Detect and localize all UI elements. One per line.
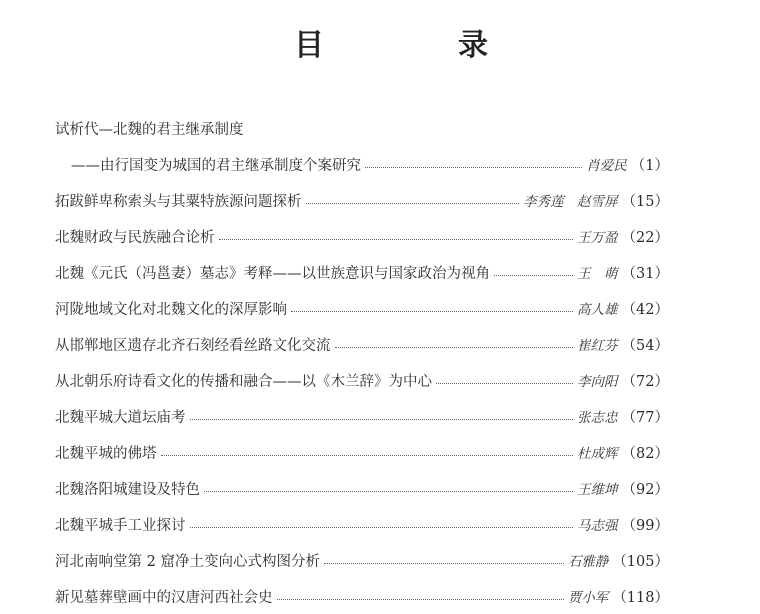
dot-leader	[291, 297, 573, 312]
toc-entry-12	[55, 542, 669, 578]
toc-entry-author: 石雅静	[567, 554, 609, 570]
toc-entry-title: 从邯郸地区遗存北齐石刻经看丝路文化交流	[55, 337, 331, 354]
toc-entry-author: 张志忠	[577, 410, 618, 426]
toc-entry-author: 崔红芬	[577, 338, 618, 354]
dot-leader	[190, 405, 574, 420]
toc-entry-3	[55, 218, 669, 254]
toc-entry-title: 北魏平城手工业探讨	[55, 517, 186, 534]
toc-entry-page: （31）	[621, 265, 669, 282]
toc-entry-author: 李向阳	[577, 374, 618, 390]
dot-leader	[324, 549, 564, 564]
toc-entry-page: （77）	[621, 409, 669, 426]
toc-entry-title: 试析代—北魏的君主继承制度	[55, 121, 244, 138]
dot-leader	[436, 369, 573, 384]
toc-entry-title: 河陇地域文化对北魏文化的深厚影响	[55, 301, 287, 318]
dot-leader	[365, 153, 582, 168]
toc-entry-2	[55, 182, 669, 218]
dot-leader	[161, 441, 574, 456]
toc-entry-13	[55, 578, 669, 614]
dot-leader	[219, 225, 574, 240]
toc-entry-page: （118）	[612, 589, 669, 606]
toc-entry-page: （99）	[621, 517, 669, 534]
dot-leader	[306, 189, 520, 204]
toc-entry-1-subtitle	[55, 146, 669, 182]
toc-entry-title: 北魏财政与民族融合论析	[55, 229, 215, 246]
toc-entry-page: （72）	[621, 373, 669, 390]
toc-entry-title: 北魏平城的佛塔	[55, 445, 157, 462]
toc-entry-title: 拓跋鲜卑称索头与其粟特族源问题探析	[55, 193, 302, 210]
toc-entry-page: （54）	[621, 337, 669, 354]
dot-leader	[204, 477, 573, 492]
toc-entry-title: 北魏《元氏（冯邕妻）墓志》考释——以世族意识与国家政治为视角	[55, 265, 490, 282]
toc-entry-author: 李秀莲 赵雪屏	[523, 194, 618, 210]
toc-entry-author: 王 萌	[577, 266, 618, 282]
toc-entry-5	[55, 290, 669, 326]
toc-entry-title: 从北朝乐府诗看文化的传播和融合——以《木兰辞》为中心	[55, 373, 432, 390]
toc-entry-page: （92）	[621, 481, 669, 498]
toc-entry-title: 北魏洛阳城建设及特色	[55, 481, 200, 498]
toc-entry-9	[55, 434, 669, 470]
toc-entry-10	[55, 470, 669, 506]
toc-entry-title: ——由行国变为城国的君主继承制度个案研究	[71, 157, 361, 174]
toc-entry-page: （15）	[621, 193, 669, 210]
dot-leader	[335, 333, 574, 348]
toc-entry-1	[55, 110, 669, 146]
toc-entry-author: 马志强	[577, 518, 618, 534]
toc-entry-7	[55, 362, 669, 398]
toc-entry-author: 杜成辉	[577, 446, 618, 462]
toc-entry-page: （42）	[621, 301, 669, 318]
toc-entry-page: （105）	[612, 553, 669, 570]
toc-entry-author: 肖爱民	[586, 158, 627, 174]
toc-entry-author: 贾小军	[567, 590, 609, 606]
toc-entry-author: 王维坤	[577, 482, 618, 498]
toc-entry-title: 北魏平城大道坛庙考	[55, 409, 186, 426]
table-of-contents	[55, 110, 669, 614]
toc-entry-page: （82）	[621, 445, 669, 462]
toc-entry-page: （22）	[621, 229, 669, 246]
toc-entry-title: 河北南响堂第 2 窟净土变向心式构图分析	[55, 553, 320, 570]
toc-entry-8	[55, 398, 669, 434]
toc-entry-author: 高人雄	[577, 302, 618, 318]
toc-entry-page: （1）	[630, 157, 669, 174]
page-title: 目 录	[294, 28, 540, 63]
toc-entry-6	[55, 326, 669, 362]
toc-entry-title: 新见墓葬壁画中的汉唐河西社会史	[55, 589, 273, 606]
toc-entry-author: 王万盈	[577, 230, 618, 246]
dot-leader	[190, 513, 574, 528]
dot-leader	[277, 585, 564, 600]
toc-entry-4	[55, 254, 669, 290]
dot-leader	[494, 261, 573, 276]
toc-entry-11	[55, 506, 669, 542]
